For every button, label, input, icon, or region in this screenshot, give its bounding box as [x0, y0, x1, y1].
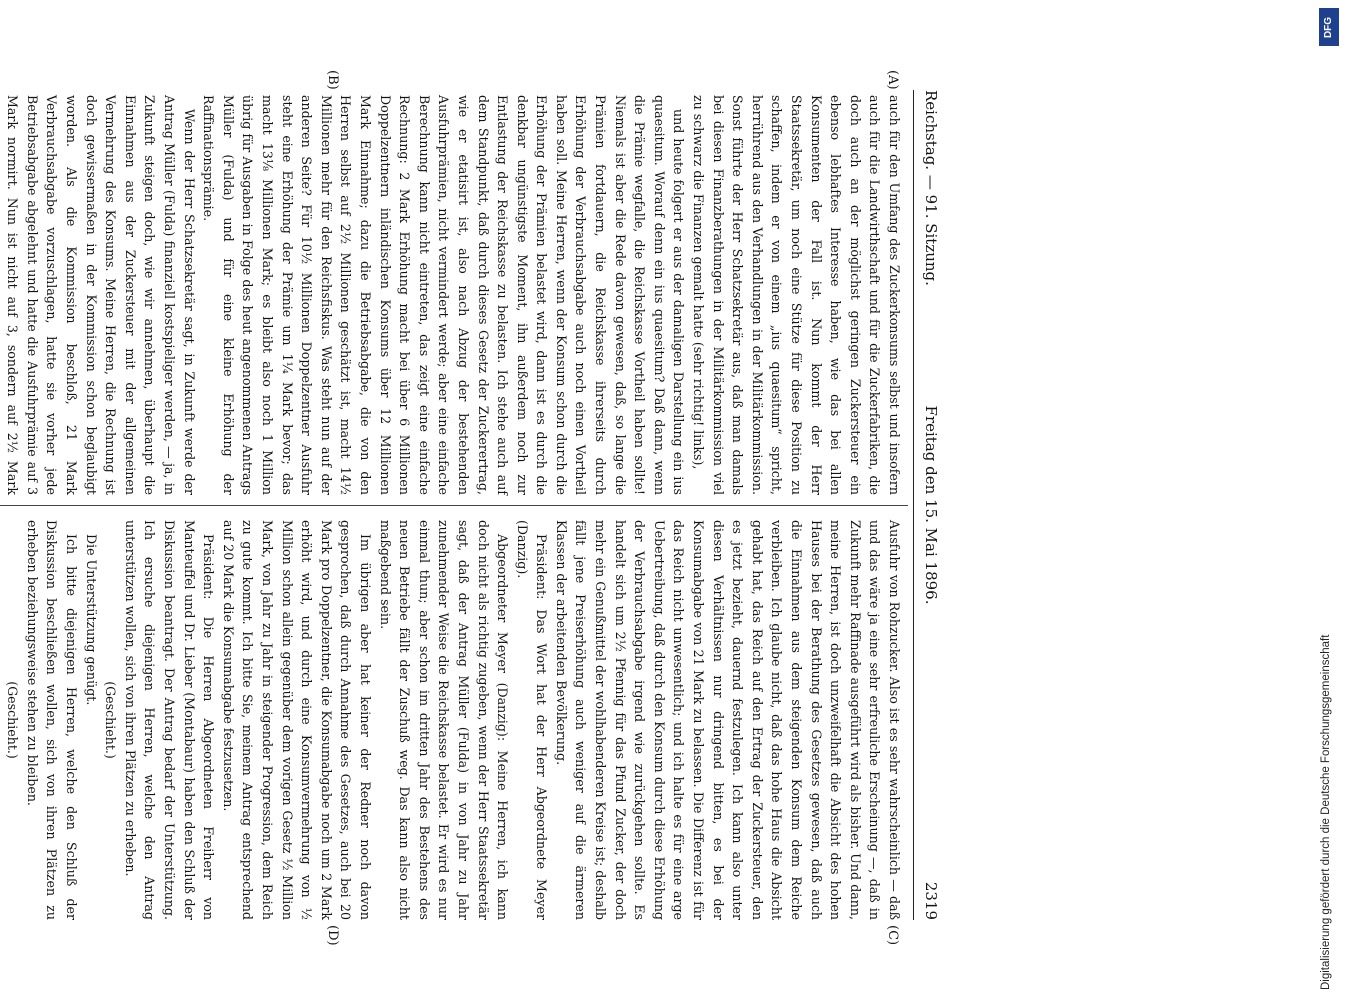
right-paragraph: Präsident: Das Wort hat der Herr Abgeordnete Meyer (Danzig). [514, 520, 550, 920]
page-header [916, 90, 940, 920]
right-paragraph: Ich bitte diejenigen Herren, welche den Schluß der Diskussion beschließen wollen, sich von ihren Plätzen zu erheben beziehungsweise stehen zu bleiben. [24, 520, 80, 920]
right-paragraph: (Geschieht.) [5, 681, 21, 759]
header-date: Freitag den 15. Mai 1896. [922, 405, 940, 605]
right-paragraph: Die Unterstützung genügt. [83, 534, 99, 706]
right-paragraph: Abgeordneter Meyer (Danzig): Meine Herren, ich kann doch nicht als richtig zugeben, wenn der Herr Staatssekretär sagt, daß der Antrag Müller (Fulda) in von Jahr zu Jahr zunehmender Weise die Reichskasse belastet. Er wird es nur einmal thun; aber schon im dritten Jahr des Bestehens des neuen Betriebe fällt der Zuschuß weg. Das kann also nicht maßgebend sein. [377, 520, 511, 920]
right-paragraph: Ausfuhr von Rohzucker. Also ist es sehr wahrscheinlich — daß und das wäre ja eine sehr erfreuliche Erscheinung —, daß in Zukunft mehr Raffinade ausgeführt wird als bisher. Und dann, meine Herren, ist doch unzweifelhaft die Absicht des hohen Hauses bei der Berathung des Gesetzes gewesen, daß auch die Einnahmen aus dem steigenden Konsum dem Reiche verbleiben. Ich glaube nicht, daß das hohe Haus die Absicht gehabt hat, das Reich auf den Ertrag der Zuckersteuer, den es jetzt bezieht, dauernd festzulegen. Ich kann also unter diesen Verhältnissen nur dringend bitten, es bei der Konsumabgabe von 21 Mark zu belassen. Die Differenz ist für das Reich nicht unwesentlich; und ich halte es für eine arge Uebertreibung, daß durch den Konsum durch diese Erhöhung der Verbrauchsabgabe irgend wie zurückgehen sollte. Es handelt sich um 2½ Pfennig für das Pfund Zucker, der doch mehr ein Genußmittel der wohlhabenderen Kreise ist; deshalb fällt jene Preiserhöhung auch weniger auf die ärmeren Klassen der arbeitenden Bevölkerung. [553, 520, 902, 920]
right-paragraph [0, 520, 3, 920]
margin-letter-b: (B) [325, 70, 340, 90]
left-paragraph: auch für den Umfang des Zuckerkonsums selbst und insofern auch für die Landwirthschaft und für die Zuckerfabriken, die doch auch an der möglichst geringen Zuckersteuer ein ebenso lebhaftes Interesse haben, wie das bei allen Konsumenten der Fall ist. Nun kommt der Herr Staatssekretär, um noch eine Stütze für diese Position zu schaffen, indem er von einem „ius quaesitum“ spricht, herrührend aus den Verhandlungen in der Militärkommission. Sonst führte der Herr Schatzsekretär aus, daß man damals bei diesen Finanzberathungen in der Militärkommission viel zu schwarz die Finanzen gemalt hatte (sehr richtig! links), [691, 95, 902, 495]
left-paragraph: Wenn der Herr Schatzsekretär sagt, in Zukunft werde der Antrag Müller (Fulda) finanziell kostspieliger werden, — ja, in Zukunft steigen doch, wie wir annehmen, überhaupt die Einnahmen aus der Zuckersteuer mit der allgemeinen Vermehrung des Konsums. Meine Herren, die Rechnung ist doch gewissermaßen in der Kommission schon beglaubigt worden. Als die Kommission beschloß, 21 Mark Verbrauchsabgabe vorzuschlagen, hatte sie vorher jede Betriebsabgabe abgelehnt und hatte die Ausfuhrprämie auf 3 Mark normirt. Nun ist nicht auf 3, sondern auf 2½ Mark [5, 95, 197, 495]
dfg-funding-note: Digitalisierung gefördert durch die Deutsche Forschungsgemeinschaft [1320, 634, 1332, 990]
right-paragraph: Im übrigen aber hat keiner der Redner noch davon gesprochen, daß durch Annahme des Gesetzes, auch bei 20 Mark pro Doppelzentner, die Konsumabgabe noch um 2 Mark erhöht wird, und durch eine Konsumvermehrung von ½ Million schon allein gegenüber dem vorigen Gesetz ½ Million Mark, von Jahr zu Jahr in steigender Progression, dem Reich zu gute kommt. Ich bitte Sie, meinem Antrag entsprechend auf 20 Mark die Konsumabgabe festzusetzen. [220, 520, 373, 920]
right-paragraph: Präsident: Die Herren Abgeordneten Freiherr von Manteuffel und Dr. Lieber (Montabaur) haben den Schluß der Diskussion beantragt. Der Antrag bedarf der Unterstützung. Ich ersuche diejenigen Herren, welche den Antrag unterstützen wollen, sich von ihren Plätzen zu erheben. [122, 520, 217, 920]
right-paragraph: (Geschieht.) [103, 681, 119, 759]
page-number: 2319 [922, 881, 940, 920]
margin-letter-a: (A) [885, 70, 900, 90]
header-rule [913, 90, 914, 920]
left-column [0, 95, 904, 495]
column-divider [0, 505, 908, 506]
right-column [0, 520, 904, 920]
margin-letter-c: (C) [885, 925, 900, 946]
dfg-sidebar [1318, 0, 1342, 1000]
dfg-logo: DFG [1319, 8, 1339, 46]
header-session: Reichstag. — 91. Sitzung. [922, 90, 940, 286]
margin-letter-d: (D) [325, 925, 340, 946]
left-paragraph: und heute folgert er aus der damaligen Darstellung ein ius quaesitum. Worauf denn ein ius quaesitum? Daß dann, wenn die Prämie wegfalle, die Reichskasse Vortheil haben sollte! Niemals ist aber die Rede davon gewesen, daß, so lange die Prämien fortdauern, die Reichskasse ihrerseits durch Erhöhung der Verbrauchsabgabe auch noch einen Vortheil haben soll. Meine Herren, wenn der Konsum schon durch die Erhöhung der Prämien belastet wird, dann ist es durch die denkbar ungünstigste Moment, ihn außerdem noch zur Entlastung der Reichskasse zu belasten. Ich stehe auch auf dem Standpunkt, daß durch dieses Gesetz der Zuckerertrag, wie er etatisirt ist, also nach Abzug der bestehenden Ausfuhrprämien, nicht vermindert werde; aber eine einfache Berechnung kann nicht eintreten, das zeigt eine einfache Rechnung: 2 Mark Erhöhung macht bei über 6 Millionen Doppelzentnern inländischen Konsums über 12 Millionen Mark Einnahme; dazu die Betriebsabgabe, die von den Herren selbst auf 2½ Millionen geschätzt ist, macht 14½ Millionen mehr für den Reichsfiskus. Was steht nun auf der anderen Seite? Für 10½ Millionen Doppelzentner Ausfuhr steht eine Erhöhung der Prämie um 1¼ Mark bevor; das macht 13⅛ Millionen Mark; es bleibt also noch 1 Million übrig für Ausgaben in Folge des heut angenommenen Antrags Müller (Fulda) und für eine kleine Erhöhung der Raffinationsprämie. [201, 95, 687, 495]
